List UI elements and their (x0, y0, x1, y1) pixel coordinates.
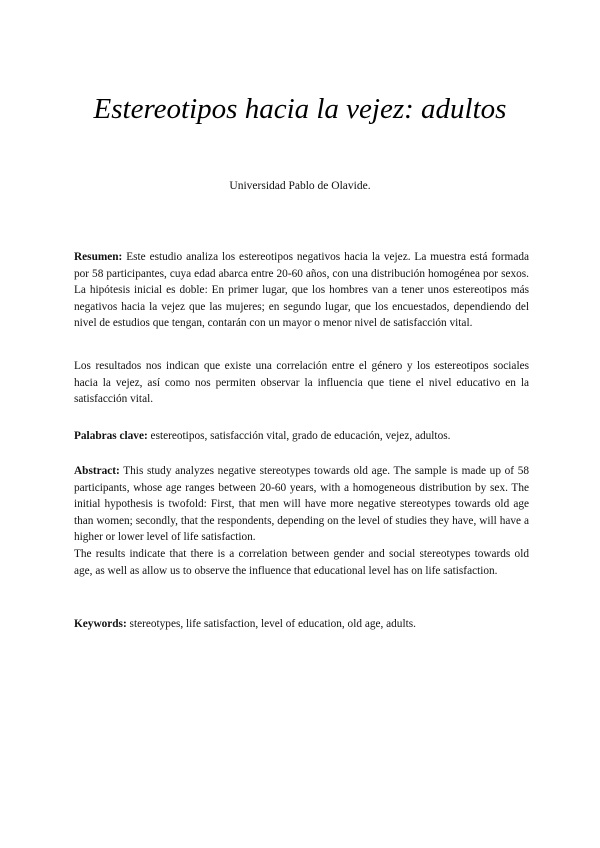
keywords-text: stereotypes, life satisfaction, level of education, old age, adults. (126, 618, 416, 630)
resumen-results-paragraph: Los resultados nos indican que existe una correlación entre el género y los estereotipos sociales hacia la vejez, así como nos permiten observar la influencia que tiene el nivel educativo en la satisfacción vital. (74, 360, 529, 406)
paper-title: Estereotipos hacia la vejez: adultos (93, 93, 507, 125)
palabras-clave-paragraph (74, 428, 529, 445)
palabras-clave-text: estereotipos, satisfacción vital, grado de educación, vejez, adultos. (147, 430, 451, 442)
keywords-paragraph (74, 616, 529, 633)
abstract-text: This study analyzes negative stereotypes towards old age. The sample is made up of 58 participants, whose age ranges between 20-60 years, with a homogeneous distribution by sex. The initial hypothesis is twofold: First, that men will have more negative stereotypes towards old age than women; secondly, that the respondents, depending on the level of studies they have, will have a higher or lower level of life satisfaction. (74, 465, 529, 544)
palabras-clave-label: Palabras clave: (74, 430, 148, 442)
resumen-paragraph (74, 249, 529, 332)
resumen-label: Resumen: (74, 251, 123, 263)
abstract-results-paragraph: The results indicate that there is a correlation between gender and social stereotypes towards old age, as well as allow us to observe the influence that educational level has on life satisfaction. (74, 548, 529, 577)
abstract-paragraph (74, 463, 529, 546)
affiliation: Universidad Pablo de Olavide. (229, 180, 371, 192)
abstract-label: Abstract: (74, 465, 120, 477)
resumen-text: Este estudio analiza los estereotipos negativos hacia la vejez. La muestra está formada por 58 participantes, cuya edad abarca entre 20-60 años, con una distribución homogénea por sexos. La hipótesis inicial es doble: En primer lugar, que los hombres van a tener unos estereotipos más negativos hacia la vejez que las mujeres; en segundo lugar, que los encuestados, dependiendo del nivel de estudios que tengan, contarán con un mayor o menor nivel de satisfacción vital. (74, 251, 529, 330)
keywords-label: Keywords: (74, 618, 127, 630)
